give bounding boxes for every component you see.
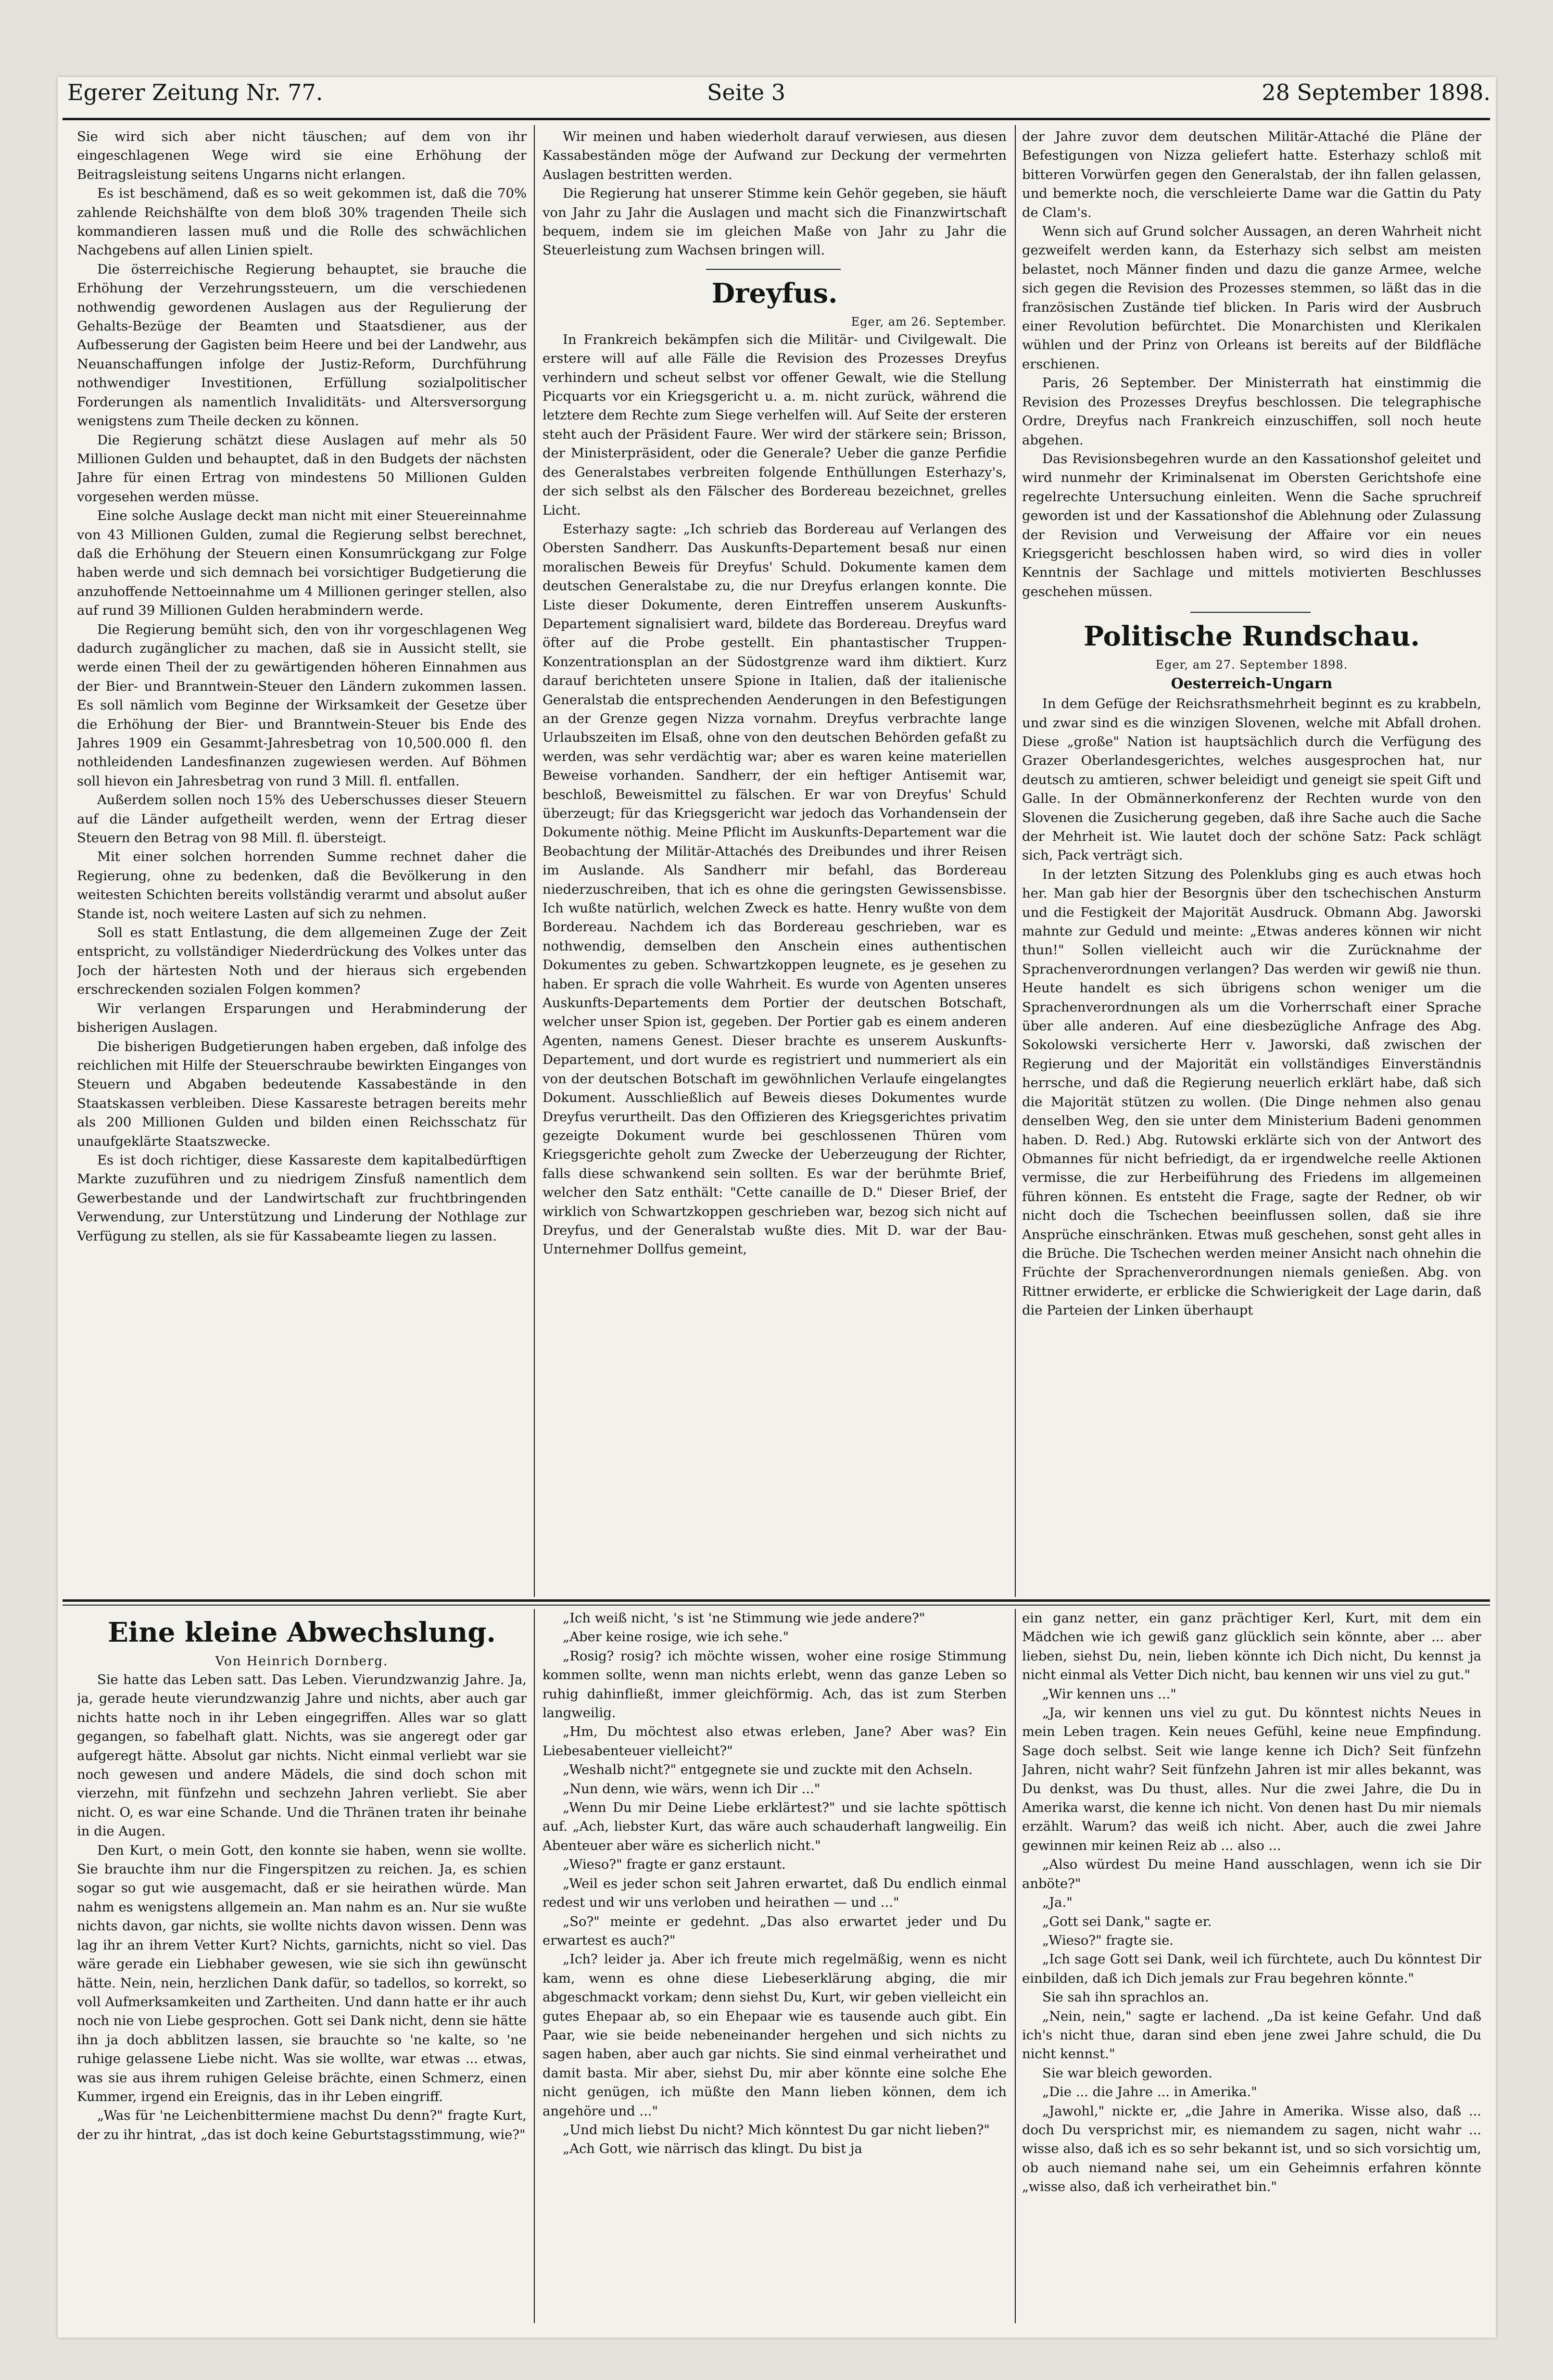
paragraph: „Hm, Du möchtest also etwas erleben, Jane? Aber was? Ein Liebesabenteuer vielleicht?": [543, 1724, 1007, 1759]
paragraph: Eine solche Auslage deckt man nicht mit einer Steuereinnahme von 43 Millionen Gulden, zumal die Regierung selbst berechnet, daß die Erhöhung der Steuern einen Konsumrückgang zur Folge haben werde und sich demnach bei vorsichtiger Budgetierung die anzuhoffende Nettoeinnahme um 4 Millionen geringer stellen, also auf rund 39 Millionen Gulden herabmindern werde.: [77, 508, 527, 619]
paragraph: Soll es statt Entlastung, die dem allgemeinen Zuge der Zeit entspricht, zu vollständiger Niederdrückung des Volkes unter das Joch der härtesten Noth und der hieraus sich ergebenden erschreckenden sozialen Folgen kommen?: [77, 925, 527, 998]
paragraph: „Und mich liebst Du nicht? Mich könntest Du gar nicht lieben?": [563, 2122, 990, 2138]
feuilleton-column-rule-1: [534, 1609, 535, 2323]
paragraph: „Ach Gott, wie närrisch das klingt. Du bist ja: [563, 2141, 862, 2157]
paragraph: Sie sah ihn sprachlos an.: [1042, 1990, 1209, 2005]
paragraph: Wir meinen und haben wiederholt darauf verwiesen, aus diesen Kassabeständen möge der Aufwand zur Deckung der vermehrten Auslagen bestritten werden.: [543, 129, 1007, 182]
paragraph: Wenn sich auf Grund solcher Aussagen, an deren Wahrheit nicht gezweifelt werden kann, da Esterhazy sich selbst am meisten belastet, noch Männer finden und dazu die ganze Armee, welche sich gegen die Revision des Prozesses stemmen, so läßt das in die französischen Zustände tief blicken. In Paris wird der Ausbruch einer Revolution befürchtet. Die Monarchisten und Klerikalen wühlen und der Prinz von Orleans ist bereits auf der Bildfläche erschienen.: [1022, 224, 1481, 372]
paragraph: „Wieso?" fragte er ganz erstaunt.: [563, 1857, 786, 1873]
paragraph: „Ich? leider ja. Aber ich freute mich regelmäßig, wenn es nicht kam, wenn es ohne diese Liebeserklärung abging, die mir abgeschmackt vorkam; denn siehst Du, Kurt, wir geben vielleicht ein gutes Ehepaar ab, so ein Ehepaar wie es tausende auch gibt. Ein Paar, wie sie beide nebeneinander hergehen und sich nichts zu sagen haben, aber auch gar nichts. Sie sind einmal verheirathet und damit basta. Mir aber, siehst Du, mir aber könnte eine solche Ehe nicht genügen, ich müßte den Mann lieben können, dem ich angehöre und ...": [543, 1952, 1007, 2119]
paragraph: Sie war bleich geworden.: [1042, 2065, 1212, 2081]
paragraph: Die österreichische Regierung behauptet, sie brauche die Erhöhung der Verzehrungssteuern, um die verschiedenen nothwendig gewordenen Auslagen aus der Regulierung der Gehalts-Bezüge der Beamten und Staatsdiener, aus der Aufbesserung der Gagisten beim Heere und bei der Landwehr, aus Neuanschaffungen infolge der Justiz-Reform, Durchführung nothwendiger Investitionen, Erfüllung sozialpolitischer Forderungen als namentlich Invaliditäts- und Altersversorgung wenigstens zum Theile decken zu können.: [77, 262, 527, 429]
paragraph: „Gott sei Dank," sagte er.: [1042, 1914, 1212, 1929]
paragraph: „Also würdest Du meine Hand ausschlagen, wenn ich sie Dir anböte?": [1022, 1857, 1481, 1891]
paragraph: „Jawohl," nickte er, „die Jahre in Amerika. Wisse also, daß ... doch Du versprichst mir, es niemandem zu sagen, nicht wahr ... wisse also, daß ich es so sehr bekannt ist, und so sich vorsichtig um, ob auch niemand nahe sei, um ein Geheimnis erfahren könnte „wisse also, daß ich verheirathet bin.": [1022, 2103, 1481, 2195]
paragraph: „Nun denn, wie wärs, wenn ich Dir ...": [563, 1781, 821, 1797]
rundschau-subhead: Oesterreich-Ungarn: [1171, 675, 1333, 693]
paragraph: Sie hatte das Leben satt. Das Leben. Vierundzwanzig Jahre. Ja, ja, gerade heute vierundzwanzig Jahre und nichts, aber auch gar nichts hatte noch in ihr Leben eingegriffen. Alles war so glatt gegangen, so fabelhaft glatt. Nichts, was sie angeregt oder gar aufgeregt hätte. Absolut gar nichts. Nicht einmal verliebt war sie noch gewesen und andere Mädels, die sind doch schon mit vierzehn, mit fünfzehn und sechzehn Jahren verliebt. Sie aber nicht. O, es war eine Schande. Und die Thränen traten ihr beinahe in die Augen.: [77, 1672, 527, 1839]
feuilleton-rule-top: [63, 1599, 1490, 1602]
paragraph: In Frankreich bekämpfen sich die Militär- und Civilgewalt. Die erstere will auf alle Fälle die Revision des Prozesses Dreyfus verhindern und scheut selbst vor offener Gewalt, wie die Stellung Picquarts vor ein Kriegsgericht u. a. m. nicht zurück, während die letztere dem Rechte zum Siege verhelfen will. Auf Seite der ersteren steht auch der Präsident Faure. Wer wird der stärkere sein; Brisson, der Ministerpräsident, oder die Generale? Ueber die ganze Perfidie des Generalstabes verbreiten folgende Enthüllungen Esterhazy's, der sich selbst als den Fälscher des Bordereau bezeichnet, grelles Licht.: [543, 332, 1007, 518]
paragraph: Es ist doch richtiger, diese Kassareste dem kapitalbedürftigen Markte zuzuführen und zu niedrigem Zinsfuß namentlich dem Gewerbestande und der Landwirtschaft zur fruchtbringenden Verwendung, zur Unterstützung und Linderung der Nothlage zur Verfügung zu stellen, als sie für Kassabeamte liegen zu lassen.: [77, 1152, 527, 1244]
paragraph: Wir verlangen Ersparungen und Herabminderung der bisherigen Auslagen.: [77, 1001, 527, 1036]
paragraph: Außerdem sollen noch 15% des Ueberschusses dieser Steuern auf die Länder aufgetheilt werden, wenn der Ertrag dieser Steuern den Betrag von 98 Mill. fl. übersteigt.: [77, 793, 527, 846]
feuilleton-title: Eine kleine Abwechslung.: [108, 1617, 496, 1648]
section-divider: [706, 269, 841, 270]
masthead: [67, 79, 1490, 113]
column-3: [1022, 127, 1481, 1595]
page-number: Seite 3: [707, 79, 786, 105]
paragraph: Die Regierung bemüht sich, den von ihr vorgeschlagenen Weg dadurch zugänglicher zu machen, daß sie in Aussicht stellt, sie werde einen Theil der zu gewärtigenden höheren Einnahmen aus der Bier- und Branntwein-Steuer den Ländern zukommen lassen. Es soll nämlich vom Beginne der Wirksamkeit der Gesetze über die Erhöhung der Bier- und Branntwein-Steuer bis Ende des Jahres 1909 ein Gesammt-Jahresbetrag von 10,500.000 fl. den nothleidenden Landesfinanzen zugewiesen werden. Auf Böhmen soll hievon ein Jahresbetrag von rund 3 Mill. fl. entfallen.: [77, 622, 527, 789]
issue-date: 28 September 1898.: [1262, 79, 1490, 105]
paragraph: ein ganz netter, ein ganz prächtiger Kerl, Kurt, mit dem ein Mädchen wie ich gewiß ganz glücklich sein könnte, aber ... aber lieben, siehst Du, nein, lieben könnte ich Dich nicht, Du kennst ja nicht einmal als Vetter Dich nicht, bau kennen wir uns viel zu gut.": [1022, 1611, 1481, 1683]
paragraph: In dem Gefüge der Reichsrathsmehrheit beginnt es zu krabbeln, und zwar sind es die winzigen Slovenen, welche mit Abfall drohen. Diese „große" Nation ist hauptsächlich durch die Verfügung des Grazer Oberlandesgerichtes, welches ausgesprochen hat, nur deutsch zu amtieren, schwer beleidigt und geneigt sie speit Gift und Galle. In der Obmännerkonferenz der Rechten wurde von den Slovenen die Zusicherung gegeben, daß ihre Sache auch die Sache der Mehrheit ist. Wie lautet doch der schöne Satz: Pack schlägt sich, Pack verträgt sich.: [1022, 696, 1481, 863]
paragraph: „Wieso?" fragte sie.: [1042, 1933, 1174, 1948]
paragraph: „Ja, wir kennen uns viel zu gut. Du könntest nichts Neues in mein Leben tragen. Kein neues Gefühl, keine neue Empfindung. Sage doch selbst. Seit wie lange kenne ich Dich? Seit fünfzehn Jahren, nicht wahr? Seit fünfzehn Jahren ist mir alles bekannt, was Du denkst, was Du thust, alles. Nur die zwei Jahre, die Du in Amerika warst, die kenne ich nicht. Von denen hast Du mir niemals erzählt. Warum? das weiß ich nicht. Aber, auch die zwei Jahre gewinnen mir keinen Reiz ab ... also ...: [1022, 1706, 1481, 1853]
feuilleton-rule-bottom: [63, 1605, 1490, 1606]
rundschau-dateline: Eger, am 27. September 1898.: [1155, 658, 1348, 672]
paragraph: Den Kurt, o mein Gott, den konnte sie haben, wenn sie wollte. Sie brauchte ihm nur die Fingerspitzen zu reichen. Ja, es schien sogar so gut wie ausgemacht, daß er sie heirathen würde. Man nahm es wenigstens allgemein an. Man nahm es an. Nur sie wußte nichts davon, gar nichts, sie wollte nichts davon wissen. Denn was lag ihr an ihrem Vetter Kurt? Nichts, garnichts, nicht so viel. Das wäre gerade ein Liebhaber gewesen, wie sie sich ihn gewünscht hätte. Nein, nein, herzlichen Dank dafür, so tadellos, so korrekt, so voll Aufmerksamkeiten und Zartheiten. Und dann hatte er ihr auch noch nie von Liebe gesprochen. Gott sei Dank nicht, denn sie hätte ihn ja doch abblitzen lassen, sie brauchte so 'ne kalte, so 'ne ruhige gelassene Liebe nicht. Was sie wollte, war etwas ... etwas, was sie aus ihrem ruhigen Geleise brächte, einen Schmerz, einen Kummer, irgend ein Ereignis, das in ihr Leben eingriff.: [77, 1843, 527, 2104]
paragraph: der Jahre zuvor dem deutschen Militär-Attaché die Pläne der Befestigungen von Nizza geliefert hatte. Esterhazy schloß mit bitteren Vorwürfen gegen den Generalstab, der ihn fallen gelassen, und bemerkte noch, die verschleierte Dame war die Gattin du Paty de Clam's.: [1022, 129, 1481, 220]
paragraph: „Ich weiß nicht, 's ist 'ne Stimmung wie jede andere?": [563, 1611, 925, 1626]
paragraph: Die bisherigen Budgetierungen haben ergeben, daß infolge des reichlichen mit Hilfe der Steuerschraube bewirkten Einganges von Steuern und Abgaben bedeutende Kassabestände in den Staatskassen verbleiben. Diese Kassareste betragen bereits mehr als 200 Millionen Gulden und bilden einen Reichsschatz für unaufgeklärte Staatszwecke.: [77, 1039, 527, 1149]
dreyfus-dateline: Eger, am 26. September.: [851, 315, 1007, 329]
dreyfus-headline: Dreyfus.: [711, 277, 838, 309]
paragraph: „Die ... die Jahre ... in Amerika.": [1042, 2085, 1257, 2100]
rundschau-headline: Politische Rundschau.: [1083, 620, 1420, 653]
paragraph: Sie wird sich aber nicht täuschen; auf dem von ihr eingeschlagenen Wege wird sie eine Erhöhung der Beitragsleistung seitens Ungarns nicht erlangen.: [77, 129, 527, 182]
column-rule-1: [534, 125, 535, 1597]
paragraph: Die Regierung schätzt diese Auslagen auf mehr als 50 Millionen Gulden und behauptet, daß in den Budgets der nächsten Jahre für einen Ertrag von mindestens 50 Millionen Gulden vorgesehen werden müsse.: [77, 432, 527, 505]
paragraph: „Wir kennen uns ...": [1042, 1686, 1176, 1702]
feuilleton-column-1: [77, 1609, 527, 2326]
paragraph: „Was für 'ne Leichenbittermiene machst Du denn?" fragte Kurt, der zu ihr hintrat, „das ist doch keine Geburtstagsstimmung, wie?": [77, 2108, 527, 2142]
paragraph: „So?" meinte er gedehnt. „Das also erwartet jeder und Du erwartest es auch?": [543, 1914, 1007, 1948]
paragraph: „Aber keine rosige, wie ich sehe.": [563, 1630, 789, 1645]
paragraph: „Weil es jeder schon seit Jahren erwartet, daß Du endlich einmal redest und wir uns verloben und heirathen — und ...": [543, 1876, 1007, 1911]
feuilleton-byline: Von Heinrich Dornberg.: [215, 1654, 389, 1669]
paragraph: „Rosig? rosig? ich möchte wissen, woher eine rosige Stimmung kommen sollte, wenn man nichts erlebt, wenn das ganze Leben so ruhig dahinfließt, immer gleichförmig. Ach, das ist zum Sterben langweilig.: [543, 1648, 1007, 1721]
feuilleton-column-2: [543, 1609, 1007, 2326]
paragraph: „Ja.": [1042, 1895, 1073, 1911]
paragraph: „Weshalb nicht?" entgegnete sie und zuckte mit den Achseln.: [563, 1762, 973, 1778]
paragraph: Die Regierung hat unserer Stimme kein Gehör gegeben, sie häuft von Jahr zu Jahr die Auslagen und macht sich die Finanzwirtschaft bequem, indem sie im gleichen Maße von Jahr zu Jahr die Steuerleistung zum Wachsen bringen will.: [543, 186, 1007, 258]
paragraph: „Ich sage Gott sei Dank, weil ich fürchtete, auch Du könntest Dir einbilden, daß ich Dich jemals zur Frau begehren könnte.": [1022, 1952, 1481, 1986]
feuilleton-column-rule-2: [1015, 1609, 1016, 2323]
paragraph: Paris, 26 September. Der Ministerrath hat einstimmig die Revision des Prozesses Dreyfus beschlossen. Die telegraphische Ordre, Dreyfus nach Frankreich einzuschiffen, soll noch heute abgehen.: [1022, 376, 1481, 448]
column-1: [77, 127, 527, 1595]
paragraph: „Wenn Du mir Deine Liebe erklärtest?" und sie lachte spöttisch auf. „Ach, liebster Kurt, das wäre auch schauderhaft langweilig. Ein Abenteuer aber wäre es sicherlich nicht.": [543, 1800, 1007, 1853]
paragraph: „Nein, nein," sagte er lachend. „Da ist keine Gefahr. Und daß ich's nicht thue, daran sind eben jene zwei Jahre schuld, die Du nicht kennst.": [1022, 2009, 1481, 2062]
feuilleton-column-3: [1022, 1609, 1481, 2326]
section-divider: [1190, 612, 1311, 613]
paper-title: Egerer Zeitung Nr. 77.: [67, 79, 323, 105]
column-2: [543, 127, 1007, 1595]
column-rule-2: [1015, 125, 1016, 1597]
paragraph: Esterhazy sagte: „Ich schrieb das Bordereau auf Verlangen des Obersten Sandherr. Das Auskunfts-Departement besaß nur einen moralischen Beweis für Dreyfus' Schuld. Dokumente kamen dem deutschen Generalstabe zu, die nur Dreyfus erlangen konnte. Die Liste dieser Dokumente, deren Eintreffen unserem Auskunfts-Departement signalisiert ward, bildete das Bordereau. Dreyfus ward öfter auf die Probe gestellt. Ein phantastischer Truppen-Konzentrationsplan an der Südostgrenze ward ihm diktiert. Kurz darauf berichteten unsere Spione in Italien, daß der italienische Generalstab die entsprechenden Aenderungen in den Befestigungen an der Grenze gegen Nizza vornahm. Dreyfus verbrachte lange Urlaubszeiten im Elsaß, ohne von den deutschen Behörden gefaßt zu werden, was sehr verdächtig war; aber es waren keine materiellen Beweise vorhanden. Sandherr, der ein heftiger Antisemit war, beschloß, Beweismittel zu fälschen. Er war von Dreyfus' Schuld überzeugt; für das Kriegsgericht war jedoch das Vorhandensein der Dokumente nöthig. Meine Pflicht im Auskunfts-Departement war die Beobachtung der Militär-Attachés des Dreibundes und ihrer Reisen im Auslande. Als Sandherr mir befahl, das Bordereau niederzuschreiben, that ich es ohne die geringsten Gewissensbisse. Ich wußte natürlich, welchen Zweck es hatte. Henry wußte von dem Bordereau. Nachdem ich das Bordereau geschrieben, war es nothwendig, demselben den Anschein eines authentischen Dokumentes zu geben. Schwartzkoppen leugnete, es je gesehen zu haben. Er sprach die volle Wahrheit. Es wurde von Agenten unseres Auskunfts-Departements dem Portier der deutschen Botschaft, welcher unser Spion ist, gegeben. Der Portier gab es einem anderen Agenten, namens Genest. Dieser brachte es unserem Auskunfts-Departement, und dort wurde es registriert und nummeriert als ein von der deutschen Botschaft im gewöhnlichen Verlaufe eingelangtes Dokument. Ausschließlich auf Beweis dieses Dokumentes wurde Dreyfus verurtheilt. Das den Offizieren des Kriegsgerichtes privatim gezeigte Dokument wurde bei geschlossenen Thüren vom Kriegsgerichte geholt zum Zwecke der Ueberzeugung der Richter, falls diese schwankend sein sollten. Es war der berühmte Brief, welcher den Satz enthält: "Cette canaille de D." Dieser Brief, der wirklich von Schwartzkoppen geschrieben war, bezog sich nicht auf Dreyfus, und der Generalstab wußte dies. Mit D. war der Bau-Unternehmer Dollfus gemeint,: [543, 521, 1007, 1257]
paragraph: Das Revisionsbegehren wurde an den Kassationshof geleitet und wird nunmehr der Kriminalsenat im Obersten Gerichtshofe eine regelrechte Untersuchung einleiten. Wenn die Sache spruchreif geworden ist und der Kassationshof die Ablehnung oder Zulassung der Revision und Verweisung der Affaire vor ein neues Kriegsgericht beschlossen haben wird, so wird dies in voller Kenntnis der Sachlage und mittels motivierten Beschlusses geschehen müssen.: [1022, 451, 1481, 599]
paragraph: In der letzten Sitzung des Polenklubs ging es auch etwas hoch her. Man gab hier der Besorgnis über den tschechischen Ansturm und die Festigkeit der Majorität Ausdruck. Obmann Abg. Jaworski mahnte zur Geduld und meinte: „Etwas anderes können wir nicht thun!" Sollen vielleicht auch wir die Zurücknahme der Sprachenverordnungen verlangen? Das werden wir gewiß nie thun. Heute handelt es sich übrigens schon weniger um die Sprachenverordnungen als um die Vorherrschaft einer Sprache über alle anderen. Auf eine diesbezügliche Anfrage des Abg. Sokolowski versicherte Herr v. Jaworski, daß zwischen der Regierung und der Majorität ein vollständiges Einverständnis herrsche, und daß die Regierung neuerlich erklärt habe, daß sich die Majorität stützen zu wollen. (Die Dinge nehmen also genau denselben Weg, den sie unter dem Ministerium Badeni genommen haben. D. Red.) Abg. Rutowski erklärte sich von der Antwort des Obmannes für nicht befriedigt, da er irgendwelche reelle Aktionen vermisse, die zur Herbeiführung des Friedens im allgemeinen führen können. Es entsteht die Frage, sagte der Redner, ob wir nicht doch die Tschechen beeinflussen sollen, daß sie ihre Ansprüche einschränken. Etwas muß geschehen, sonst geht alles in die Brüche. Die Tschechen werden meiner Ansicht nach ohnehin die Früchte der Sprachenverordnungen niemals genießen. Abg. von Rittner erwiderte, er erblicke die Schwierigkeit der Lage darin, daß die Parteien der Linken überhaupt: [1022, 867, 1481, 1318]
paragraph: Mit einer solchen horrenden Summe rechnet daher die Regierung, ohne zu bedenken, daß die Bevölkerung in den weitesten Schichten bereits vollständig verarmt und absolut außer Stande ist, noch weitere Lasten auf sich zu nehmen.: [77, 849, 527, 922]
paragraph: Es ist beschämend, daß es so weit gekommen ist, daß die 70% zahlende Reichshälfte von dem bloß 30% tragenden Theile sich kommandieren lassen muß und die Rolle des schwächlichen Nachgebens auf allen Linien spielt.: [77, 186, 527, 258]
masthead-rule: [63, 118, 1490, 120]
